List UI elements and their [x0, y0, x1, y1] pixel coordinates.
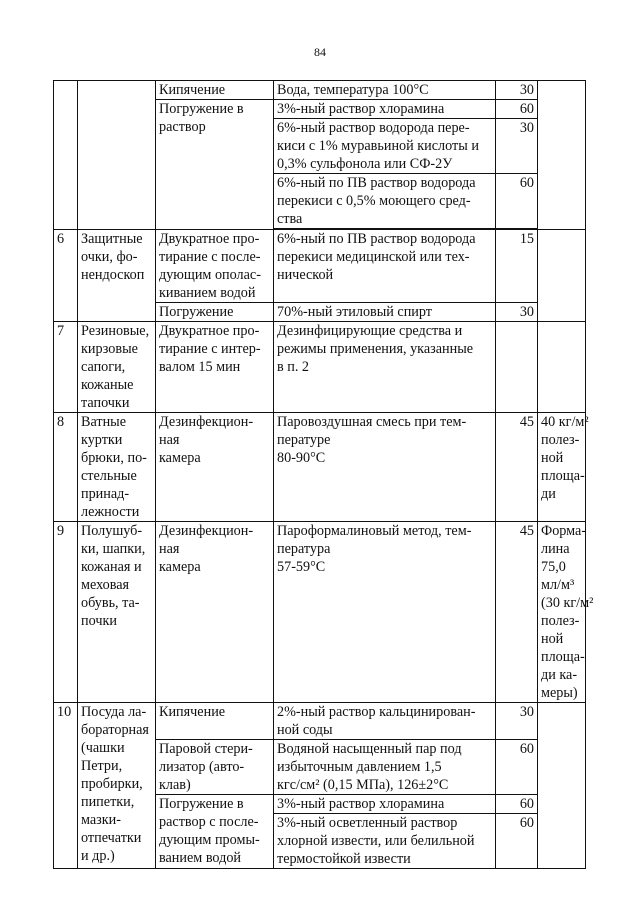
row-number: 9	[54, 522, 78, 703]
time-cell: 60	[496, 174, 538, 229]
method-cell: Погружение в раствор	[156, 100, 274, 230]
item-cell: Полушуб- ки, шапки, кожаная и меховая обувь, та- почки	[78, 522, 156, 703]
item-cell: Защитные очки, фо- нендоскоп	[78, 230, 156, 322]
note-cell: 40 кг/м² полез- ной площа- ди	[538, 413, 586, 522]
table-row	[54, 413, 586, 522]
method-cell: Кипячение	[156, 703, 274, 740]
time-cell: 60	[496, 740, 538, 795]
method-cell: Паровой стери- лизатор (авто- клав)	[156, 740, 274, 795]
time-cell: 60	[496, 795, 538, 814]
time-cell: 30	[496, 703, 538, 740]
method-cell: Дезинфекцион- ная камера	[156, 522, 274, 703]
row-number: 8	[54, 413, 78, 522]
agent-cell: 3%-ный раствор хлорамина	[274, 795, 496, 814]
table-row	[54, 230, 586, 303]
method-cell: Двукратное про- тирание с после- дующим ополас- киванием водой	[156, 230, 274, 303]
table-row	[54, 322, 586, 413]
method-cell: Погружение в раствор с после- дующим промы- ванием водой	[156, 795, 274, 869]
time-cell: 60	[496, 100, 538, 119]
time-cell: 45	[496, 522, 538, 703]
row-number: 10	[54, 703, 78, 869]
agent-cell: Дезинфицирующие средства и режимы применения, указанные в п. 2	[274, 322, 496, 413]
page-number: 84	[314, 45, 326, 59]
agent-cell: 3%-ный осветленный раствор хлорной извести, или белильной термостойкой извести	[274, 814, 496, 869]
table-row	[54, 522, 586, 703]
agent-cell: Паровоздушная смесь при тем- пературе 80-90°С	[274, 413, 496, 522]
time-cell: 30	[496, 81, 538, 100]
method-cell: Дезинфекцион- ная камера	[156, 413, 274, 522]
agent-cell: 2%-ный раствор кальцинирован- ной соды	[274, 703, 496, 740]
time-cell: 15	[496, 230, 538, 303]
row-number: 6	[54, 230, 78, 322]
agent-cell: Вода, температура 100°С	[274, 81, 496, 100]
agent-cell: 3%-ный раствор хлорамина	[274, 100, 496, 119]
table-row	[54, 703, 586, 740]
time-cell: 30	[496, 303, 538, 322]
row-number: 7	[54, 322, 78, 413]
item-cell: Посуда ла- бораторная (чашки Петри, пробирки, пипетки, мазки- отпечатки и др.)	[78, 703, 156, 869]
item-cell: Резиновые, кирзовые сапоги, кожаные тапочки	[78, 322, 156, 413]
item-cell: Ватные куртки брюки, по- стельные принад- лежности	[78, 413, 156, 522]
agent-cell: 70%-ный этиловый спирт	[274, 303, 496, 322]
table-row	[54, 81, 586, 100]
time-cell: 30	[496, 119, 538, 174]
agent-cell: 6%-ный по ПВ раствор водорода перекиси медицинской или тех- нической	[274, 230, 496, 303]
time-cell: 60	[496, 814, 538, 869]
agent-cell: 6%-ный по ПВ раствор водорода перекиси с 0,5% моющего сред- ства	[274, 174, 496, 229]
method-cell: Двукратное про- тирание с интер- валом 15 мин	[156, 322, 274, 413]
disinfection-table	[53, 80, 594, 869]
note-cell: Форма- лина 75,0 мл/м³ (30 кг/м² полез- ной площа- ди ка- меры)	[538, 522, 586, 703]
method-cell: Погружение	[156, 303, 274, 322]
agent-cell: Водяной насыщенный пар под избыточным давлением 1,5 кгс/см² (0,15 МПа), 126±2°С	[274, 740, 496, 795]
time-cell: 45	[496, 413, 538, 522]
agent-cell: 6%-ный раствор водорода пере- киси с 1% муравьиной кислоты и 0,3% сульфонола или СФ-2У	[274, 119, 496, 174]
agent-cell: Пароформалиновый метод, тем- пература 57-59°С	[274, 522, 496, 703]
method-cell: Кипячение	[156, 81, 274, 100]
